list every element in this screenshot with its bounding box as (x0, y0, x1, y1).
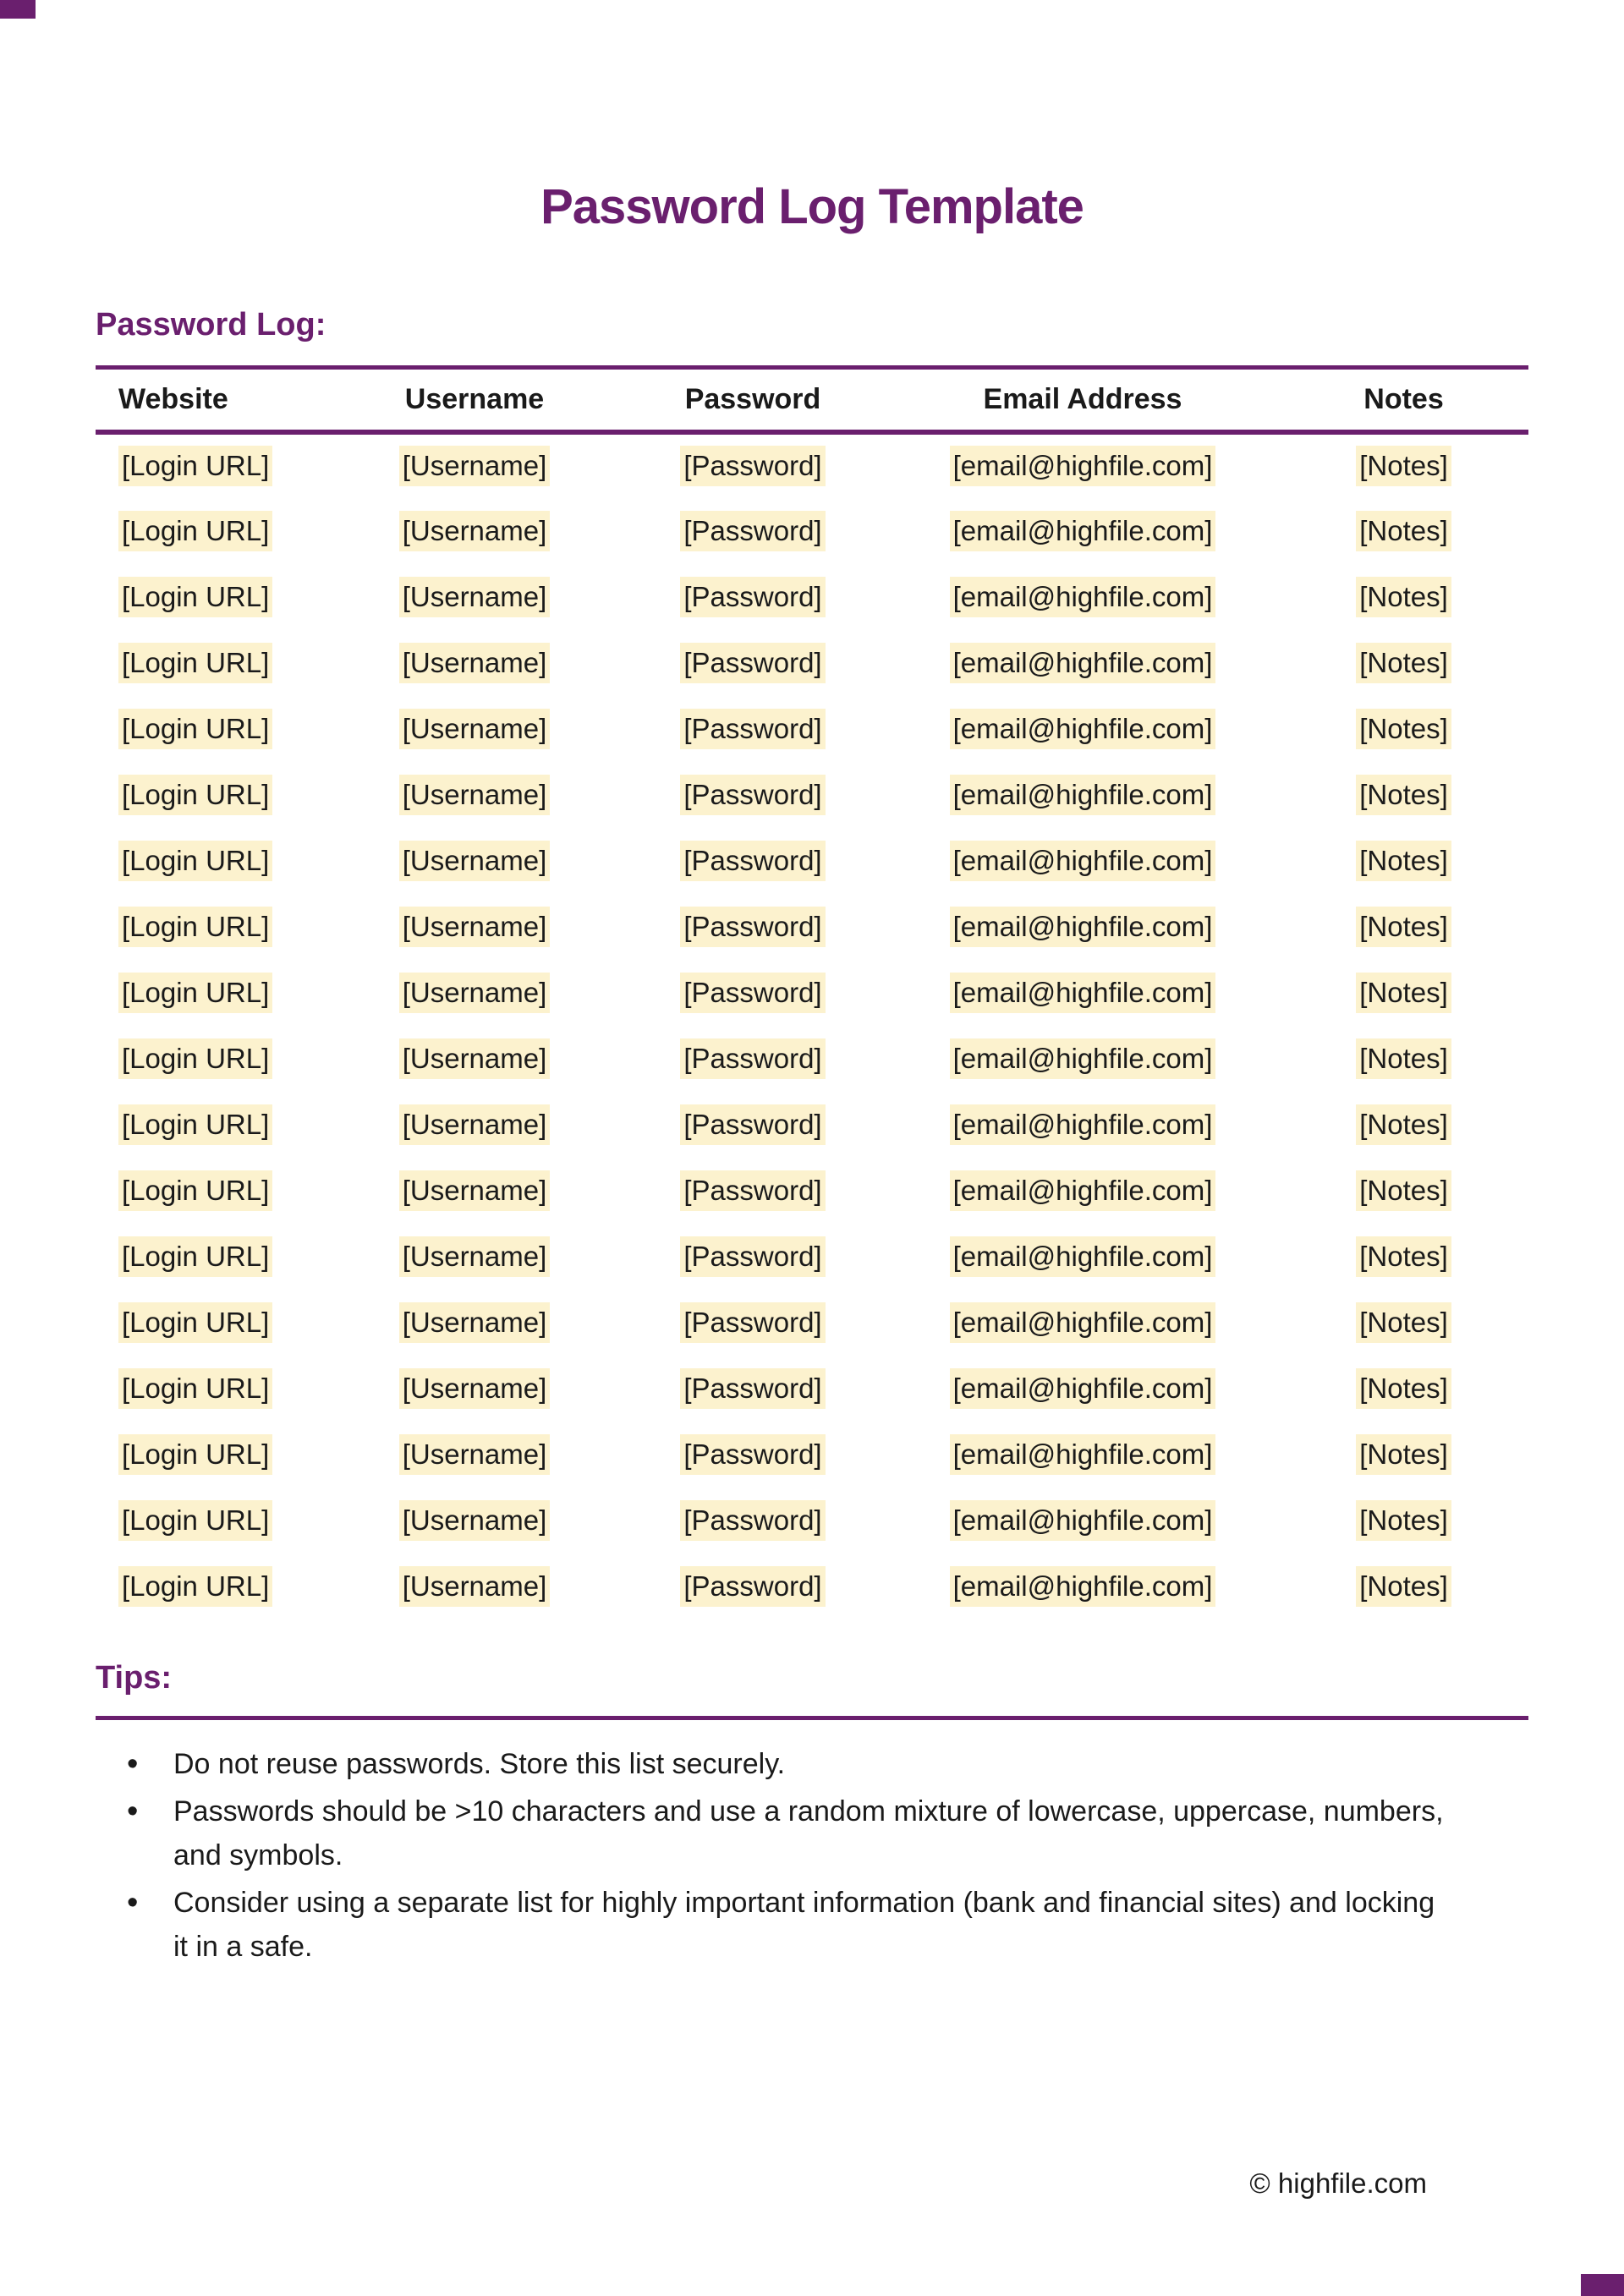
website-placeholder: [Login URL] (118, 1236, 272, 1277)
table-row (96, 1422, 1528, 1488)
website-placeholder: [Login URL] (118, 907, 272, 947)
table-cell-website (96, 1290, 330, 1356)
table-cell-email (886, 696, 1279, 762)
username-placeholder: [Username] (399, 1038, 551, 1079)
username-placeholder: [Username] (399, 775, 551, 815)
table-row (96, 894, 1528, 960)
table-cell-notes (1279, 432, 1528, 498)
table-cell-email (886, 960, 1279, 1026)
website-placeholder: [Login URL] (118, 709, 272, 749)
table-cell-password (619, 432, 886, 498)
email-placeholder: [email@highfile.com] (950, 841, 1216, 881)
table-row (96, 564, 1528, 630)
password-placeholder: [Password] (680, 1236, 825, 1277)
website-placeholder: [Login URL] (118, 1566, 272, 1607)
website-placeholder: [Login URL] (118, 775, 272, 815)
table-row (96, 630, 1528, 696)
tip-item: • Consider using a separate list for highly important information (bank and financial sites) and locking it in a safe. (96, 1881, 1525, 1969)
notes-placeholder: [Notes] (1356, 1170, 1451, 1211)
section-heading-tips: Tips: (96, 1659, 173, 1696)
email-placeholder: [email@highfile.com] (950, 907, 1216, 947)
table-cell-username (330, 696, 619, 762)
table-cell-website (96, 1026, 330, 1092)
table-cell-website (96, 828, 330, 894)
table-cell-password (619, 1422, 886, 1488)
table-cell-username (330, 1422, 619, 1488)
password-placeholder: [Password] (680, 643, 825, 683)
password-placeholder: [Password] (680, 775, 825, 815)
table-cell-notes (1279, 1356, 1528, 1422)
notes-placeholder: [Notes] (1356, 446, 1451, 486)
table-cell-notes (1279, 1026, 1528, 1092)
table-cell-password (619, 1026, 886, 1092)
table-cell-username (330, 828, 619, 894)
table-cell-password (619, 894, 886, 960)
table-cell-password (619, 696, 886, 762)
password-placeholder: [Password] (680, 709, 825, 749)
table-cell-website (96, 894, 330, 960)
table-cell-username (330, 1224, 619, 1290)
tips-list (96, 1742, 1525, 1969)
email-placeholder: [email@highfile.com] (950, 1038, 1216, 1079)
website-placeholder: [Login URL] (118, 1104, 272, 1145)
table-cell-username (330, 960, 619, 1026)
email-placeholder: [email@highfile.com] (950, 1500, 1216, 1541)
notes-placeholder: [Notes] (1356, 1566, 1451, 1607)
table-cell-password (619, 564, 886, 630)
header-row (96, 368, 1528, 432)
page-title: Password Log Template (540, 179, 1084, 234)
table-cell-website (96, 960, 330, 1026)
table-row (96, 432, 1528, 498)
table-cell-email (886, 894, 1279, 960)
table-row (96, 696, 1528, 762)
table-cell-notes (1279, 1290, 1528, 1356)
website-placeholder: [Login URL] (118, 1368, 272, 1409)
password-placeholder: [Password] (680, 1434, 825, 1475)
table-cell-email (886, 1290, 1279, 1356)
table-cell-email (886, 1224, 1279, 1290)
email-placeholder: [email@highfile.com] (950, 1368, 1216, 1409)
username-placeholder: [Username] (399, 643, 551, 683)
username-placeholder: [Username] (399, 446, 551, 486)
table-row (96, 762, 1528, 828)
password-placeholder: [Password] (680, 1302, 825, 1343)
column-header-website: Website (96, 368, 330, 432)
table-cell-notes (1279, 1092, 1528, 1158)
password-table-header (96, 368, 1528, 432)
table-row (96, 828, 1528, 894)
email-placeholder: [email@highfile.com] (950, 1170, 1216, 1211)
email-placeholder: [email@highfile.com] (950, 1104, 1216, 1145)
notes-placeholder: [Notes] (1356, 577, 1451, 617)
table-cell-email (886, 1026, 1279, 1092)
table-cell-password (619, 828, 886, 894)
table-cell-password (619, 1158, 886, 1224)
table-cell-email (886, 498, 1279, 564)
table-cell-notes (1279, 564, 1528, 630)
website-placeholder: [Login URL] (118, 1302, 272, 1343)
table-cell-username (330, 1158, 619, 1224)
table-cell-password (619, 1356, 886, 1422)
notes-placeholder: [Notes] (1356, 1368, 1451, 1409)
table-cell-notes (1279, 630, 1528, 696)
username-placeholder: [Username] (399, 841, 551, 881)
table-cell-email (886, 432, 1279, 498)
password-placeholder: [Password] (680, 1500, 825, 1541)
email-placeholder: [email@highfile.com] (950, 1236, 1216, 1277)
table-cell-notes (1279, 1422, 1528, 1488)
table-cell-username (330, 762, 619, 828)
table-row (96, 1026, 1528, 1092)
notes-placeholder: [Notes] (1356, 973, 1451, 1013)
email-placeholder: [email@highfile.com] (950, 775, 1216, 815)
table-cell-email (886, 1553, 1279, 1619)
email-placeholder: [email@highfile.com] (950, 643, 1216, 683)
password-placeholder: [Password] (680, 446, 825, 486)
password-placeholder: [Password] (680, 973, 825, 1013)
email-placeholder: [email@highfile.com] (950, 1302, 1216, 1343)
email-placeholder: [email@highfile.com] (950, 709, 1216, 749)
notes-placeholder: [Notes] (1356, 709, 1451, 749)
table-cell-username (330, 630, 619, 696)
password-placeholder: [Password] (680, 1170, 825, 1211)
password-placeholder: [Password] (680, 1104, 825, 1145)
table-cell-website (96, 1553, 330, 1619)
tips-divider (96, 1716, 1528, 1720)
website-placeholder: [Login URL] (118, 841, 272, 881)
table-row (96, 1356, 1528, 1422)
table-cell-notes (1279, 762, 1528, 828)
table-cell-username (330, 1488, 619, 1553)
table-cell-website (96, 432, 330, 498)
table-cell-password (619, 630, 886, 696)
table-cell-notes (1279, 1553, 1528, 1619)
email-placeholder: [email@highfile.com] (950, 511, 1216, 551)
website-placeholder: [Login URL] (118, 1500, 272, 1541)
corner-accent-bottom-right (1581, 2274, 1624, 2296)
table-cell-password (619, 960, 886, 1026)
table-row (96, 498, 1528, 564)
table-cell-password (619, 498, 886, 564)
notes-placeholder: [Notes] (1356, 1236, 1451, 1277)
website-placeholder: [Login URL] (118, 1038, 272, 1079)
corner-accent-top-left (0, 0, 36, 19)
table-cell-password (619, 1092, 886, 1158)
table-cell-email (886, 1488, 1279, 1553)
website-placeholder: [Login URL] (118, 1434, 272, 1475)
table-cell-notes (1279, 498, 1528, 564)
column-header-username: Username (330, 368, 619, 432)
password-placeholder: [Password] (680, 841, 825, 881)
password-placeholder: [Password] (680, 577, 825, 617)
tip-item: • Do not reuse passwords. Store this list securely. (96, 1742, 1525, 1786)
table-cell-notes (1279, 894, 1528, 960)
website-placeholder: [Login URL] (118, 973, 272, 1013)
notes-placeholder: [Notes] (1356, 841, 1451, 881)
username-placeholder: [Username] (399, 1566, 551, 1607)
table-cell-website (96, 498, 330, 564)
username-placeholder: [Username] (399, 1302, 551, 1343)
notes-placeholder: [Notes] (1356, 511, 1451, 551)
table-cell-website (96, 1224, 330, 1290)
username-placeholder: [Username] (399, 577, 551, 617)
table-cell-username (330, 1290, 619, 1356)
table-cell-password (619, 1553, 886, 1619)
password-placeholder: [Password] (680, 1368, 825, 1409)
table-cell-username (330, 1026, 619, 1092)
email-placeholder: [email@highfile.com] (950, 577, 1216, 617)
password-placeholder: [Password] (680, 511, 825, 551)
notes-placeholder: [Notes] (1356, 643, 1451, 683)
username-placeholder: [Username] (399, 1104, 551, 1145)
username-placeholder: [Username] (399, 1434, 551, 1475)
table-cell-notes (1279, 960, 1528, 1026)
website-placeholder: [Login URL] (118, 643, 272, 683)
column-header-password: Password (619, 368, 886, 432)
email-placeholder: [email@highfile.com] (950, 1434, 1216, 1475)
table-cell-password (619, 762, 886, 828)
column-header-email-address: Email Address (886, 368, 1279, 432)
table-cell-website (96, 564, 330, 630)
footer-copyright: © highfile.com (1249, 2167, 1427, 2199)
table-row (96, 1158, 1528, 1224)
website-placeholder: [Login URL] (118, 1170, 272, 1211)
table-cell-password (619, 1488, 886, 1553)
table-cell-email (886, 1356, 1279, 1422)
table-cell-website (96, 1092, 330, 1158)
table-cell-username (330, 564, 619, 630)
notes-placeholder: [Notes] (1356, 907, 1451, 947)
notes-placeholder: [Notes] (1356, 1500, 1451, 1541)
table-cell-website (96, 762, 330, 828)
username-placeholder: [Username] (399, 709, 551, 749)
column-header-notes: Notes (1279, 368, 1528, 432)
table-cell-email (886, 564, 1279, 630)
table-cell-notes (1279, 696, 1528, 762)
password-table (96, 365, 1528, 1619)
website-placeholder: [Login URL] (118, 511, 272, 551)
table-cell-email (886, 630, 1279, 696)
username-placeholder: [Username] (399, 973, 551, 1013)
table-cell-website (96, 1356, 330, 1422)
notes-placeholder: [Notes] (1356, 1038, 1451, 1079)
table-row (96, 1290, 1528, 1356)
table-cell-email (886, 1422, 1279, 1488)
username-placeholder: [Username] (399, 1500, 551, 1541)
password-placeholder: [Password] (680, 1566, 825, 1607)
table-cell-website (96, 630, 330, 696)
table-cell-notes (1279, 828, 1528, 894)
website-placeholder: [Login URL] (118, 577, 272, 617)
table-cell-email (886, 762, 1279, 828)
table-cell-email (886, 1092, 1279, 1158)
table-row (96, 1224, 1528, 1290)
email-placeholder: [email@highfile.com] (950, 1566, 1216, 1607)
table-cell-username (330, 432, 619, 498)
password-table-body (96, 432, 1528, 1619)
website-placeholder: [Login URL] (118, 446, 272, 486)
password-placeholder: [Password] (680, 907, 825, 947)
table-cell-website (96, 1488, 330, 1553)
table-cell-notes (1279, 1488, 1528, 1553)
section-heading-password-log: Password Log: (96, 307, 326, 342)
table-cell-username (330, 1356, 619, 1422)
table-cell-username (330, 894, 619, 960)
email-placeholder: [email@highfile.com] (950, 446, 1216, 486)
notes-placeholder: [Notes] (1356, 1434, 1451, 1475)
table-cell-email (886, 828, 1279, 894)
username-placeholder: [Username] (399, 1170, 551, 1211)
table-cell-website (96, 1158, 330, 1224)
username-placeholder: [Username] (399, 1368, 551, 1409)
page-content (96, 178, 1528, 1969)
table-cell-website (96, 1422, 330, 1488)
table-cell-username (330, 498, 619, 564)
table-cell-website (96, 696, 330, 762)
tip-item: • Passwords should be >10 characters and use a random mixture of lowercase, uppercase, numbers, and symbols. (96, 1789, 1525, 1877)
password-placeholder: [Password] (680, 1038, 825, 1079)
notes-placeholder: [Notes] (1356, 1104, 1451, 1145)
table-cell-username (330, 1092, 619, 1158)
table-cell-email (886, 1158, 1279, 1224)
table-row (96, 1488, 1528, 1553)
table-cell-notes (1279, 1224, 1528, 1290)
username-placeholder: [Username] (399, 1236, 551, 1277)
table-cell-password (619, 1290, 886, 1356)
username-placeholder: [Username] (399, 511, 551, 551)
table-row (96, 1553, 1528, 1619)
username-placeholder: [Username] (399, 907, 551, 947)
table-row (96, 1092, 1528, 1158)
table-cell-password (619, 1224, 886, 1290)
email-placeholder: [email@highfile.com] (950, 973, 1216, 1013)
table-cell-notes (1279, 1158, 1528, 1224)
table-row (96, 960, 1528, 1026)
table-cell-username (330, 1553, 619, 1619)
notes-placeholder: [Notes] (1356, 775, 1451, 815)
notes-placeholder: [Notes] (1356, 1302, 1451, 1343)
